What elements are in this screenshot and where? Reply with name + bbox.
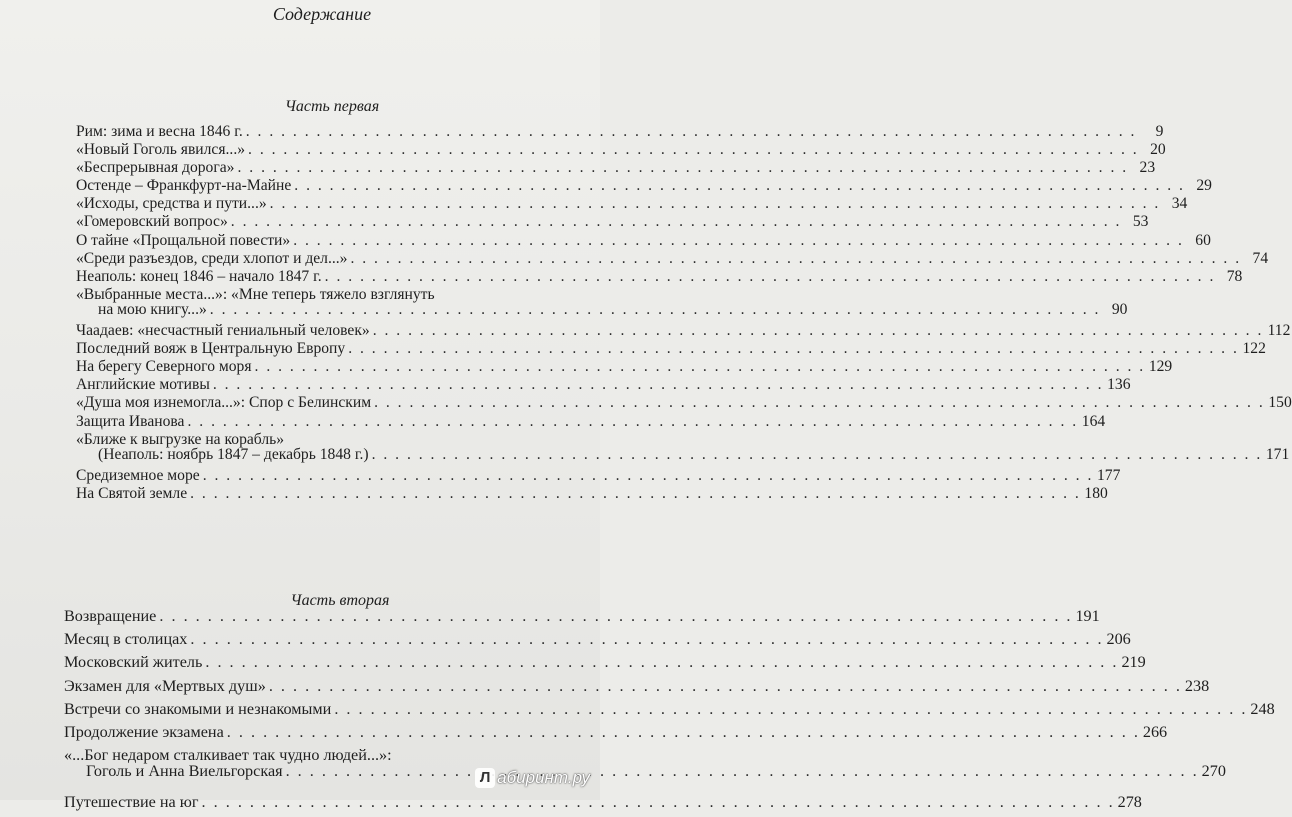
toc-entry <box>76 123 1164 142</box>
toc-entry-title: Английские мотивы <box>76 376 210 394</box>
toc-entry <box>76 231 1211 251</box>
toc-entry <box>64 722 1168 747</box>
toc-entry <box>76 394 1292 413</box>
dot-leader <box>231 214 1122 230</box>
dot-leader <box>286 763 1199 779</box>
toc-entry-title: «Душа моя изнемогла...»: Спор с Белинским <box>76 394 372 412</box>
dot-leader <box>237 160 1128 176</box>
toc-entry-title: Средиземное море <box>76 466 200 484</box>
part-one-title: Часть первая <box>284 98 380 115</box>
toc-entry-title: О тайне «Прощальной повести» <box>76 231 291 249</box>
toc-entry-page: 180 <box>1084 484 1108 502</box>
toc-entry-page: 270 <box>1201 762 1226 781</box>
toc-entry-page: 238 <box>1184 676 1210 695</box>
dot-leader <box>325 269 1216 285</box>
dot-leader <box>202 794 1115 810</box>
dot-leader <box>348 341 1239 357</box>
toc-entry-title: На берегу Северного моря <box>76 358 252 376</box>
dot-leader <box>294 178 1185 194</box>
toc-entry-title: «Гомеровский вопрос» <box>76 213 228 231</box>
toc-entry-title: Экзамен для «Мертвых душ» <box>64 676 266 695</box>
toc-entry-title: Последний вояж в Центральную Европу <box>76 340 346 358</box>
toc-entry <box>76 484 1108 504</box>
toc-entry-title: Продолжение экзамена <box>64 722 224 741</box>
toc-entry <box>76 195 1188 214</box>
toc-entry-title: Гоголь и Анна Виельгорская <box>86 762 283 781</box>
toc-entry <box>76 340 1266 359</box>
dot-leader <box>205 654 1118 670</box>
dot-leader <box>227 724 1140 740</box>
toc-entry <box>76 285 1128 323</box>
toc-entry-page: 20 <box>1150 141 1166 159</box>
toc-entry-page: 29 <box>1196 177 1212 195</box>
contents-title: Содержание <box>272 4 372 24</box>
toc-entry-page: 171 <box>1265 446 1290 464</box>
dot-leader <box>190 486 1081 502</box>
dot-leader <box>269 678 1182 694</box>
watermark-logo <box>475 768 590 788</box>
toc-entry-title: «Исходы, средства и пути...» <box>76 195 267 213</box>
toc-entry-title: Московский житель <box>64 653 203 672</box>
toc-entry-title: Чаадаев: «несчастный гениальный человек» <box>76 322 370 340</box>
toc-entry <box>76 412 1106 432</box>
toc-entry-page: 78 <box>1226 267 1243 285</box>
dot-leader <box>293 233 1184 249</box>
toc-entry-title: Остенде – Франкфурт-на-Майне <box>76 177 292 195</box>
toc-entry-page: 9 <box>1155 123 1164 140</box>
toc-entry-title: Рим: зима и весна 1846 г. <box>76 123 243 140</box>
toc-entry <box>64 607 1100 631</box>
toc-entry-title: (Неаполь: ноябрь 1847 – декабрь 1848 г.) <box>98 446 369 464</box>
toc-entry-page: 177 <box>1096 466 1121 484</box>
dot-leader <box>334 701 1247 717</box>
toc-entry <box>64 653 1146 677</box>
toc-entry <box>64 699 1275 724</box>
toc-entry-title: на мою книгу...» <box>98 301 207 319</box>
dot-leader <box>374 395 1265 411</box>
dot-leader <box>373 323 1264 339</box>
toc-entry-title: Путешествие на юг <box>64 792 199 811</box>
toc-entry-title: «Среди разъездов, среди хлопот и дел...» <box>76 249 348 267</box>
toc-entry <box>76 249 1269 269</box>
dot-leader <box>372 447 1263 463</box>
toc-entry-page: 219 <box>1121 653 1146 672</box>
toc-entry-page: 191 <box>1075 607 1100 625</box>
toc-entry <box>76 466 1121 486</box>
dot-leader <box>270 196 1161 212</box>
toc-entry-page: 34 <box>1171 195 1188 213</box>
dot-leader <box>248 142 1139 158</box>
toc-entry-page: 74 <box>1252 249 1269 267</box>
toc-entry-page: 23 <box>1139 159 1156 177</box>
toc-entry-title: Неаполь: конец 1846 – начало 1847 г. <box>76 267 322 285</box>
toc-entry <box>64 676 1210 701</box>
toc-entry-page: 53 <box>1132 213 1149 231</box>
toc-entry-page: 248 <box>1250 699 1275 718</box>
part-one-toc <box>76 123 1292 504</box>
dot-leader <box>213 377 1104 393</box>
watermark-text: абиринт.ру <box>497 768 590 787</box>
part-two-title: Часть вторая <box>290 592 390 609</box>
toc-entry-title-first-line: «...Бог недаром сталкивает так чудно людей...»: <box>64 746 392 765</box>
toc-entry <box>64 630 1131 654</box>
toc-entry-page: 278 <box>1117 792 1142 811</box>
toc-entry-page: 206 <box>1106 630 1131 649</box>
toc-entry <box>76 159 1156 178</box>
toc-entry-title: «Беспрерывная дорога» <box>76 159 235 177</box>
toc-entry-page: 129 <box>1148 358 1173 376</box>
toc-entry-page: 112 <box>1267 322 1291 340</box>
dot-leader <box>203 468 1094 484</box>
toc-entry <box>76 141 1166 160</box>
toc-entry <box>64 792 1142 817</box>
labirint-logo-icon: Л <box>475 768 495 788</box>
dot-leader <box>246 124 1137 140</box>
toc-entry <box>76 213 1149 232</box>
toc-entry-title: На Святой земле <box>76 484 188 502</box>
dot-leader <box>350 251 1241 267</box>
toc-entry-title-first-line: «Ближе к выгрузке на корабль» <box>76 430 285 448</box>
toc-entry-page: 150 <box>1268 394 1292 412</box>
toc-entry-page: 136 <box>1107 376 1131 394</box>
toc-entry-page: 90 <box>1111 301 1128 319</box>
toc-entry-title: «Новый Гоголь явился...» <box>76 141 246 159</box>
toc-entry-title: Защита Иванова <box>76 412 185 430</box>
toc-entry <box>76 358 1173 377</box>
toc-entry-title: Месяц в столицах <box>64 630 188 649</box>
toc-entry <box>76 177 1212 196</box>
toc-entry-page: 266 <box>1142 722 1168 741</box>
toc-entry <box>76 322 1291 341</box>
toc-entry-page: 60 <box>1195 231 1211 249</box>
dot-leader <box>159 608 1072 624</box>
toc-entry-page: 122 <box>1242 340 1266 358</box>
toc-entry <box>76 430 1290 468</box>
toc-entry-title: Возвращение <box>64 607 157 625</box>
toc-entry-title-first-line: «Выбранные места...»: «Мне теперь тяжело взглянуть <box>76 285 435 303</box>
toc-entry <box>76 267 1243 287</box>
dot-leader <box>187 414 1078 430</box>
toc-entry-page: 164 <box>1081 412 1106 430</box>
toc-entry-title: Встречи со знакомыми и незнакомыми <box>64 699 332 718</box>
dot-leader <box>190 631 1103 647</box>
dot-leader <box>210 302 1101 318</box>
toc-entry <box>76 376 1131 395</box>
dot-leader <box>255 359 1146 375</box>
